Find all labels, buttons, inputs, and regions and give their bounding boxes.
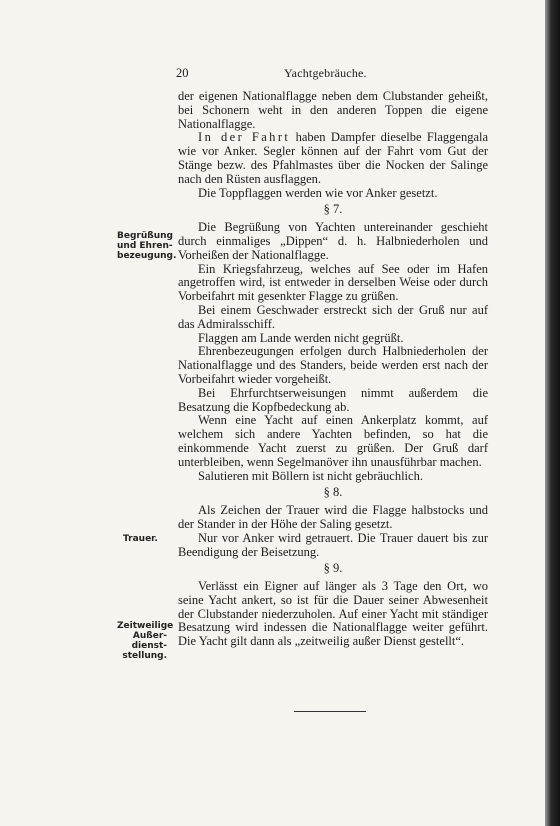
margin-note-temp-line-3: dienst- bbox=[131, 641, 167, 651]
margin-note-temp-line-2: Außer- bbox=[132, 631, 167, 641]
section-heading-8: § 8. bbox=[323, 485, 343, 500]
margin-note-temp-line-4: stellung. bbox=[122, 651, 167, 661]
paragraph: Flaggen am Lande werden nicht gegrüßt. bbox=[198, 330, 404, 345]
page-header bbox=[176, 66, 488, 82]
paragraph-in-der-fahrt bbox=[178, 131, 488, 186]
paragraph-continuation: haben Dampfer dieselbe Flaggengala wie vor Anker. Segler können auf der Fahrt vom Gut der Stänge bezw. des Pfahlmastes über die Nocken der Salinge nach den Rüsten ausflaggen. bbox=[178, 130, 489, 186]
paragraph: der eigenen Nationalflagge neben dem Clubstander geheißt, bei Schonern weht in den anderen Toppen die eigene Nationalflagge. bbox=[178, 89, 488, 131]
section-heading-9: § 9. bbox=[323, 561, 343, 576]
margin-note-mourning-line: Trauer. bbox=[123, 534, 158, 544]
book-spine-edge bbox=[545, 0, 560, 826]
emphasized-phrase: In der Fahrt bbox=[198, 130, 291, 145]
page-number: 20 bbox=[176, 66, 189, 80]
paragraph: Die Begrüßung von Yachten untereinander geschieht durch einmaliges „Dippen“ d. h. Halbniederholen und Vorheißen der Nationalflagge. bbox=[178, 220, 488, 262]
margin-note-greeting bbox=[117, 231, 177, 261]
section-heading-7: § 7. bbox=[323, 202, 343, 217]
margin-note-greeting-line-1: Begrüßung bbox=[117, 231, 173, 241]
paragraph: Bei einem Geschwader erstreckt sich der Gruß nur auf das Admiralsschiff. bbox=[178, 302, 488, 331]
paragraph: Bei Ehrfurchtserweisungen nimmt außerdem die Besatzung die Kopfbedeckung ab. bbox=[178, 385, 488, 414]
margin-note-mourning bbox=[123, 534, 183, 544]
margin-note-greeting-line-2: und Ehren- bbox=[117, 241, 173, 251]
margin-note-temp-line-1: Zeitweilige bbox=[117, 621, 174, 631]
paragraph: Ehrenbezeugungen erfolgen durch Halbniederholen der Nationalflagge und des Standers, beide werden erst nach der Vorbeifahrt wieder vorgeheißt. bbox=[178, 344, 488, 386]
margin-note-greeting-line-3: bezeugung. bbox=[117, 251, 177, 261]
paragraph: Verlässt ein Eigner auf länger als 3 Tage den Ort, wo seine Yacht ankert, so ist für die Dauer seiner Abwesenheit der Clubstander niederzuholen. Auf einer Yacht mit ständiger Besatzung wird indessen die Nationalflagge weiter geführt. Die Yacht gilt dann als „zeitweilig außer Dienst gestellt“. bbox=[178, 579, 488, 649]
paragraph: Salutieren mit Böllern ist nicht gebräuchlich. bbox=[198, 468, 423, 483]
paragraph: Wenn eine Yacht auf einen Ankerplatz kommt, auf welchem sich andere Yachten befinden, so hat die einkommende Yacht zuerst zu grüßen. Der Gruß darf unterbleiben, wenn Segelmanöver ihn unausführbar machen. bbox=[178, 413, 488, 469]
closing-rule bbox=[294, 711, 366, 712]
running-title: Yachtgebräuche. bbox=[284, 66, 367, 80]
paragraph: Ein Kriegsfahrzeug, welches auf See oder im Hafen angetroffen wird, ist entweder in derselben Weise oder durch Vorbeifahrt mit gesenkter Flagge zu grüßen. bbox=[178, 261, 488, 304]
paragraph: Als Zeichen der Trauer wird die Flagge halbstocks und der Stander in der Höhe der Saling gesetzt. bbox=[178, 503, 488, 531]
body-text bbox=[178, 90, 488, 649]
paragraph: Die Toppflaggen werden wie vor Anker gesetzt. bbox=[198, 185, 438, 200]
paragraph: Nur vor Anker wird getrauert. Die Trauer dauert bis zur Beendigung der Beisetzung. bbox=[178, 530, 488, 559]
margin-note-temporary-decommission bbox=[117, 621, 174, 661]
